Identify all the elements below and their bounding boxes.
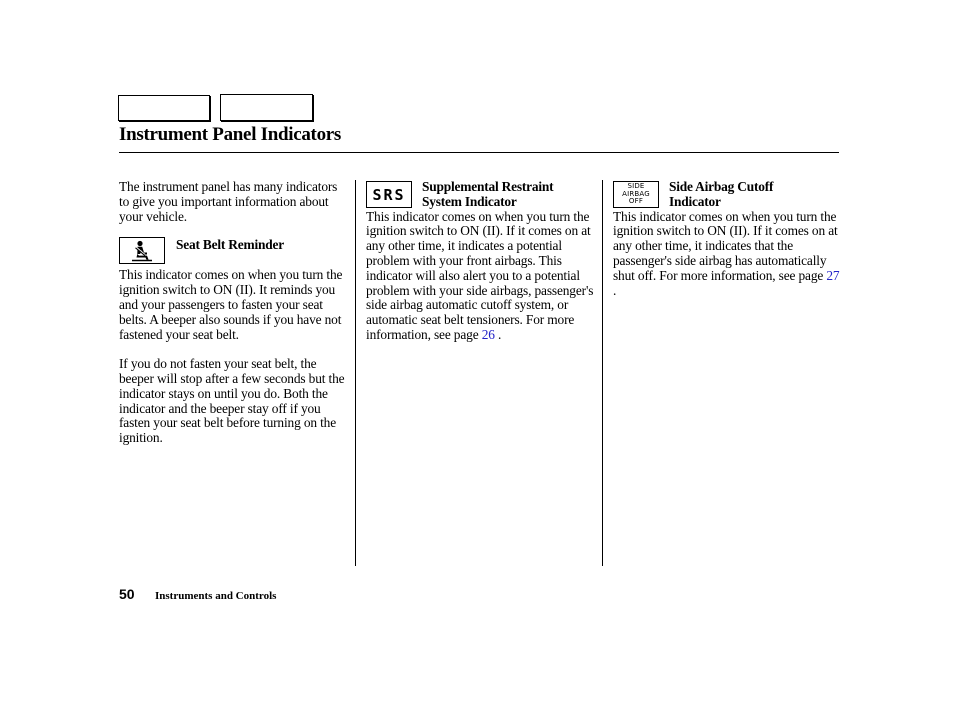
side-airbag-page-link[interactable]: 27 <box>826 267 840 283</box>
seat-belt-paragraph-1: This indicator comes on when you turn the ignition switch to ON (II). It reminds you and your passengers to fasten your seat belts. A beeper also sounds if you have not fastened your seat belt. <box>119 267 343 342</box>
srs-body-text: This indicator comes on when you turn the ignition switch to ON (II). If it comes on at any other time, it indicates a potential problem with your front airbags. This indicator will also alert you to a potential problem with your side airbags, passenger's side airbag automatic cutoff system, or automatic seat belt tensioners. For more information, see page <box>366 208 594 342</box>
side-airbag-paragraph <box>613 210 841 299</box>
side-airbag-icon-line-3: OFF <box>628 197 644 206</box>
column-srs <box>366 180 596 343</box>
srs-paragraph <box>366 210 596 343</box>
column-divider-2 <box>602 180 603 566</box>
section-name: Instruments and Controls <box>155 590 277 602</box>
nav-tab-box-1[interactable] <box>118 95 210 121</box>
side-airbag-after-link: . <box>613 282 617 298</box>
column-side-airbag <box>613 180 841 298</box>
srs-indicator-header <box>366 180 596 210</box>
column-seat-belt <box>119 180 347 446</box>
column-divider-1 <box>355 180 356 566</box>
page-title: Instrument Panel Indicators <box>119 124 342 145</box>
side-airbag-indicator-header <box>613 180 841 210</box>
srs-heading-line-2: System Indicator <box>422 193 517 209</box>
srs-page-link[interactable]: 26 <box>481 326 495 342</box>
page-number: 50 <box>119 586 135 602</box>
title-divider <box>119 152 839 153</box>
seat-belt-person-icon <box>119 237 165 264</box>
seat-belt-indicator-header <box>119 237 347 264</box>
side-airbag-heading-line-2: Indicator <box>669 193 721 209</box>
side-airbag-body-text: This indicator comes on when you turn the ignition switch to ON (II). If it comes on at any other time, it indicates that the passenger's side airbag has automatically shut off. For more information, see page <box>613 208 838 283</box>
seat-belt-heading: Seat Belt Reminder <box>176 237 284 253</box>
seat-belt-paragraph-2: If you do not fasten your seat belt, the beeper will stop after a few seconds but the indicator stays on until you do. Both the indicator and the beeper stay off if you fasten your seat belt before turning on the ignition. <box>119 356 345 446</box>
srs-after-link: . <box>494 326 502 342</box>
srs-indicator-icon <box>366 181 412 208</box>
srs-heading-line-1: Supplemental Restraint <box>422 179 554 194</box>
nav-tab-box-2[interactable] <box>220 94 313 121</box>
intro-text: The instrument panel has many indicators to give you important information about your vehicle. <box>119 179 338 224</box>
side-airbag-off-icon <box>613 181 659 208</box>
side-airbag-heading-line-1: Side Airbag Cutoff <box>669 179 774 194</box>
srs-icon-label: SRS <box>372 185 406 204</box>
side-airbag-icon-line-2: AIRBAG <box>622 189 650 198</box>
side-airbag-icon-line-1: SIDE <box>627 182 645 191</box>
